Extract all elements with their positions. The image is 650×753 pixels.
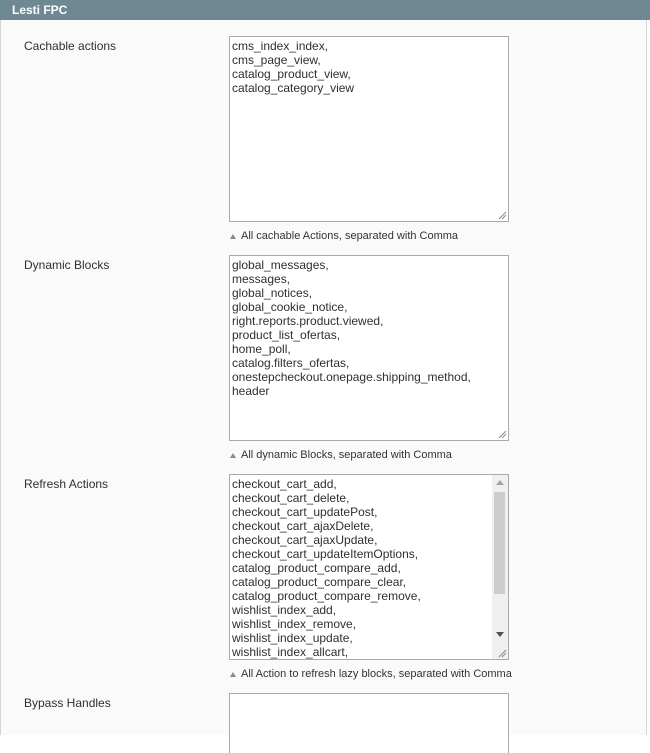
cachable-actions-note <box>230 230 458 242</box>
text-line: messages, <box>232 272 291 286</box>
section-header[interactable] <box>0 0 650 20</box>
text-line: wishlist_index_add, <box>232 603 337 617</box>
arrow-down-icon <box>496 632 504 638</box>
triangle-up-icon <box>230 234 236 239</box>
scroll-down-button[interactable] <box>492 627 508 643</box>
text-line: header <box>232 384 270 398</box>
text-line: checkout_cart_ajaxUpdate, <box>232 533 378 547</box>
text-line: right.reports.product.viewed, <box>232 314 384 328</box>
note-text: All cachable Actions, separated with Comma <box>241 230 459 242</box>
text-line: wishlist_index_remove, <box>232 617 357 631</box>
textarea-lines <box>230 256 508 398</box>
dynamic-blocks-textarea[interactable] <box>229 255 509 441</box>
triangle-up-icon <box>230 453 236 458</box>
textarea-lines <box>230 37 508 95</box>
cachable-actions-textarea[interactable] <box>229 36 509 222</box>
text-line: global_notices, <box>232 286 313 300</box>
bypass-handles-label: Bypass Handles <box>24 696 111 710</box>
text-line: checkout_cart_ajaxDelete, <box>232 519 374 533</box>
arrow-up-icon <box>496 480 504 486</box>
text-line: catalog.filters_ofertas, <box>232 356 350 370</box>
scrollbar-thumb[interactable] <box>494 492 505 594</box>
text-line: checkout_cart_updateItemOptions, <box>232 547 419 561</box>
note-text: All Action to refresh lazy blocks, separated with Comma <box>241 668 512 680</box>
triangle-up-icon <box>230 672 236 677</box>
scroll-up-button[interactable] <box>492 475 508 491</box>
config-panel <box>0 20 647 735</box>
text-line: catalog_product_view, <box>232 67 351 81</box>
text-line: global_messages, <box>232 258 329 272</box>
resize-grip-icon[interactable] <box>497 210 507 220</box>
note-text: All dynamic Blocks, separated with Comma <box>241 449 452 461</box>
text-line: product_list_ofertas, <box>232 328 341 342</box>
text-line: cms_index_index, <box>232 39 329 53</box>
vertical-scrollbar[interactable] <box>492 475 508 659</box>
textarea-lines <box>230 475 508 659</box>
refresh-actions-note <box>230 668 512 680</box>
resize-grip-icon[interactable] <box>497 429 507 439</box>
text-line: catalog_product_compare_clear, <box>232 575 407 589</box>
text-line: wishlist_index_allcart, <box>232 645 349 659</box>
resize-grip-icon[interactable] <box>497 648 507 658</box>
text-line: home_poll, <box>232 342 291 356</box>
text-line: catalog_category_view <box>232 81 355 95</box>
text-line: global_cookie_notice, <box>232 300 348 314</box>
refresh-actions-label: Refresh Actions <box>24 477 109 491</box>
bypass-handles-textarea[interactable] <box>229 693 509 753</box>
text-line: checkout_cart_add, <box>232 477 337 491</box>
cachable-actions-label: Cachable actions <box>24 39 117 53</box>
text-line: catalog_product_compare_remove, <box>232 589 421 603</box>
text-line: wishlist_index_update, <box>232 631 353 645</box>
dynamic-blocks-label: Dynamic Blocks <box>24 258 110 272</box>
section-title: Lesti FPC <box>12 3 68 17</box>
refresh-actions-textarea[interactable] <box>229 474 509 660</box>
text-line: checkout_cart_updatePost, <box>232 505 378 519</box>
text-line: catalog_product_compare_add, <box>232 561 401 575</box>
text-line: onestepcheckout.onepage.shipping_method, <box>232 370 471 384</box>
text-line: cms_page_view, <box>232 53 321 67</box>
text-line: checkout_cart_delete, <box>232 491 350 505</box>
dynamic-blocks-note <box>230 449 452 461</box>
